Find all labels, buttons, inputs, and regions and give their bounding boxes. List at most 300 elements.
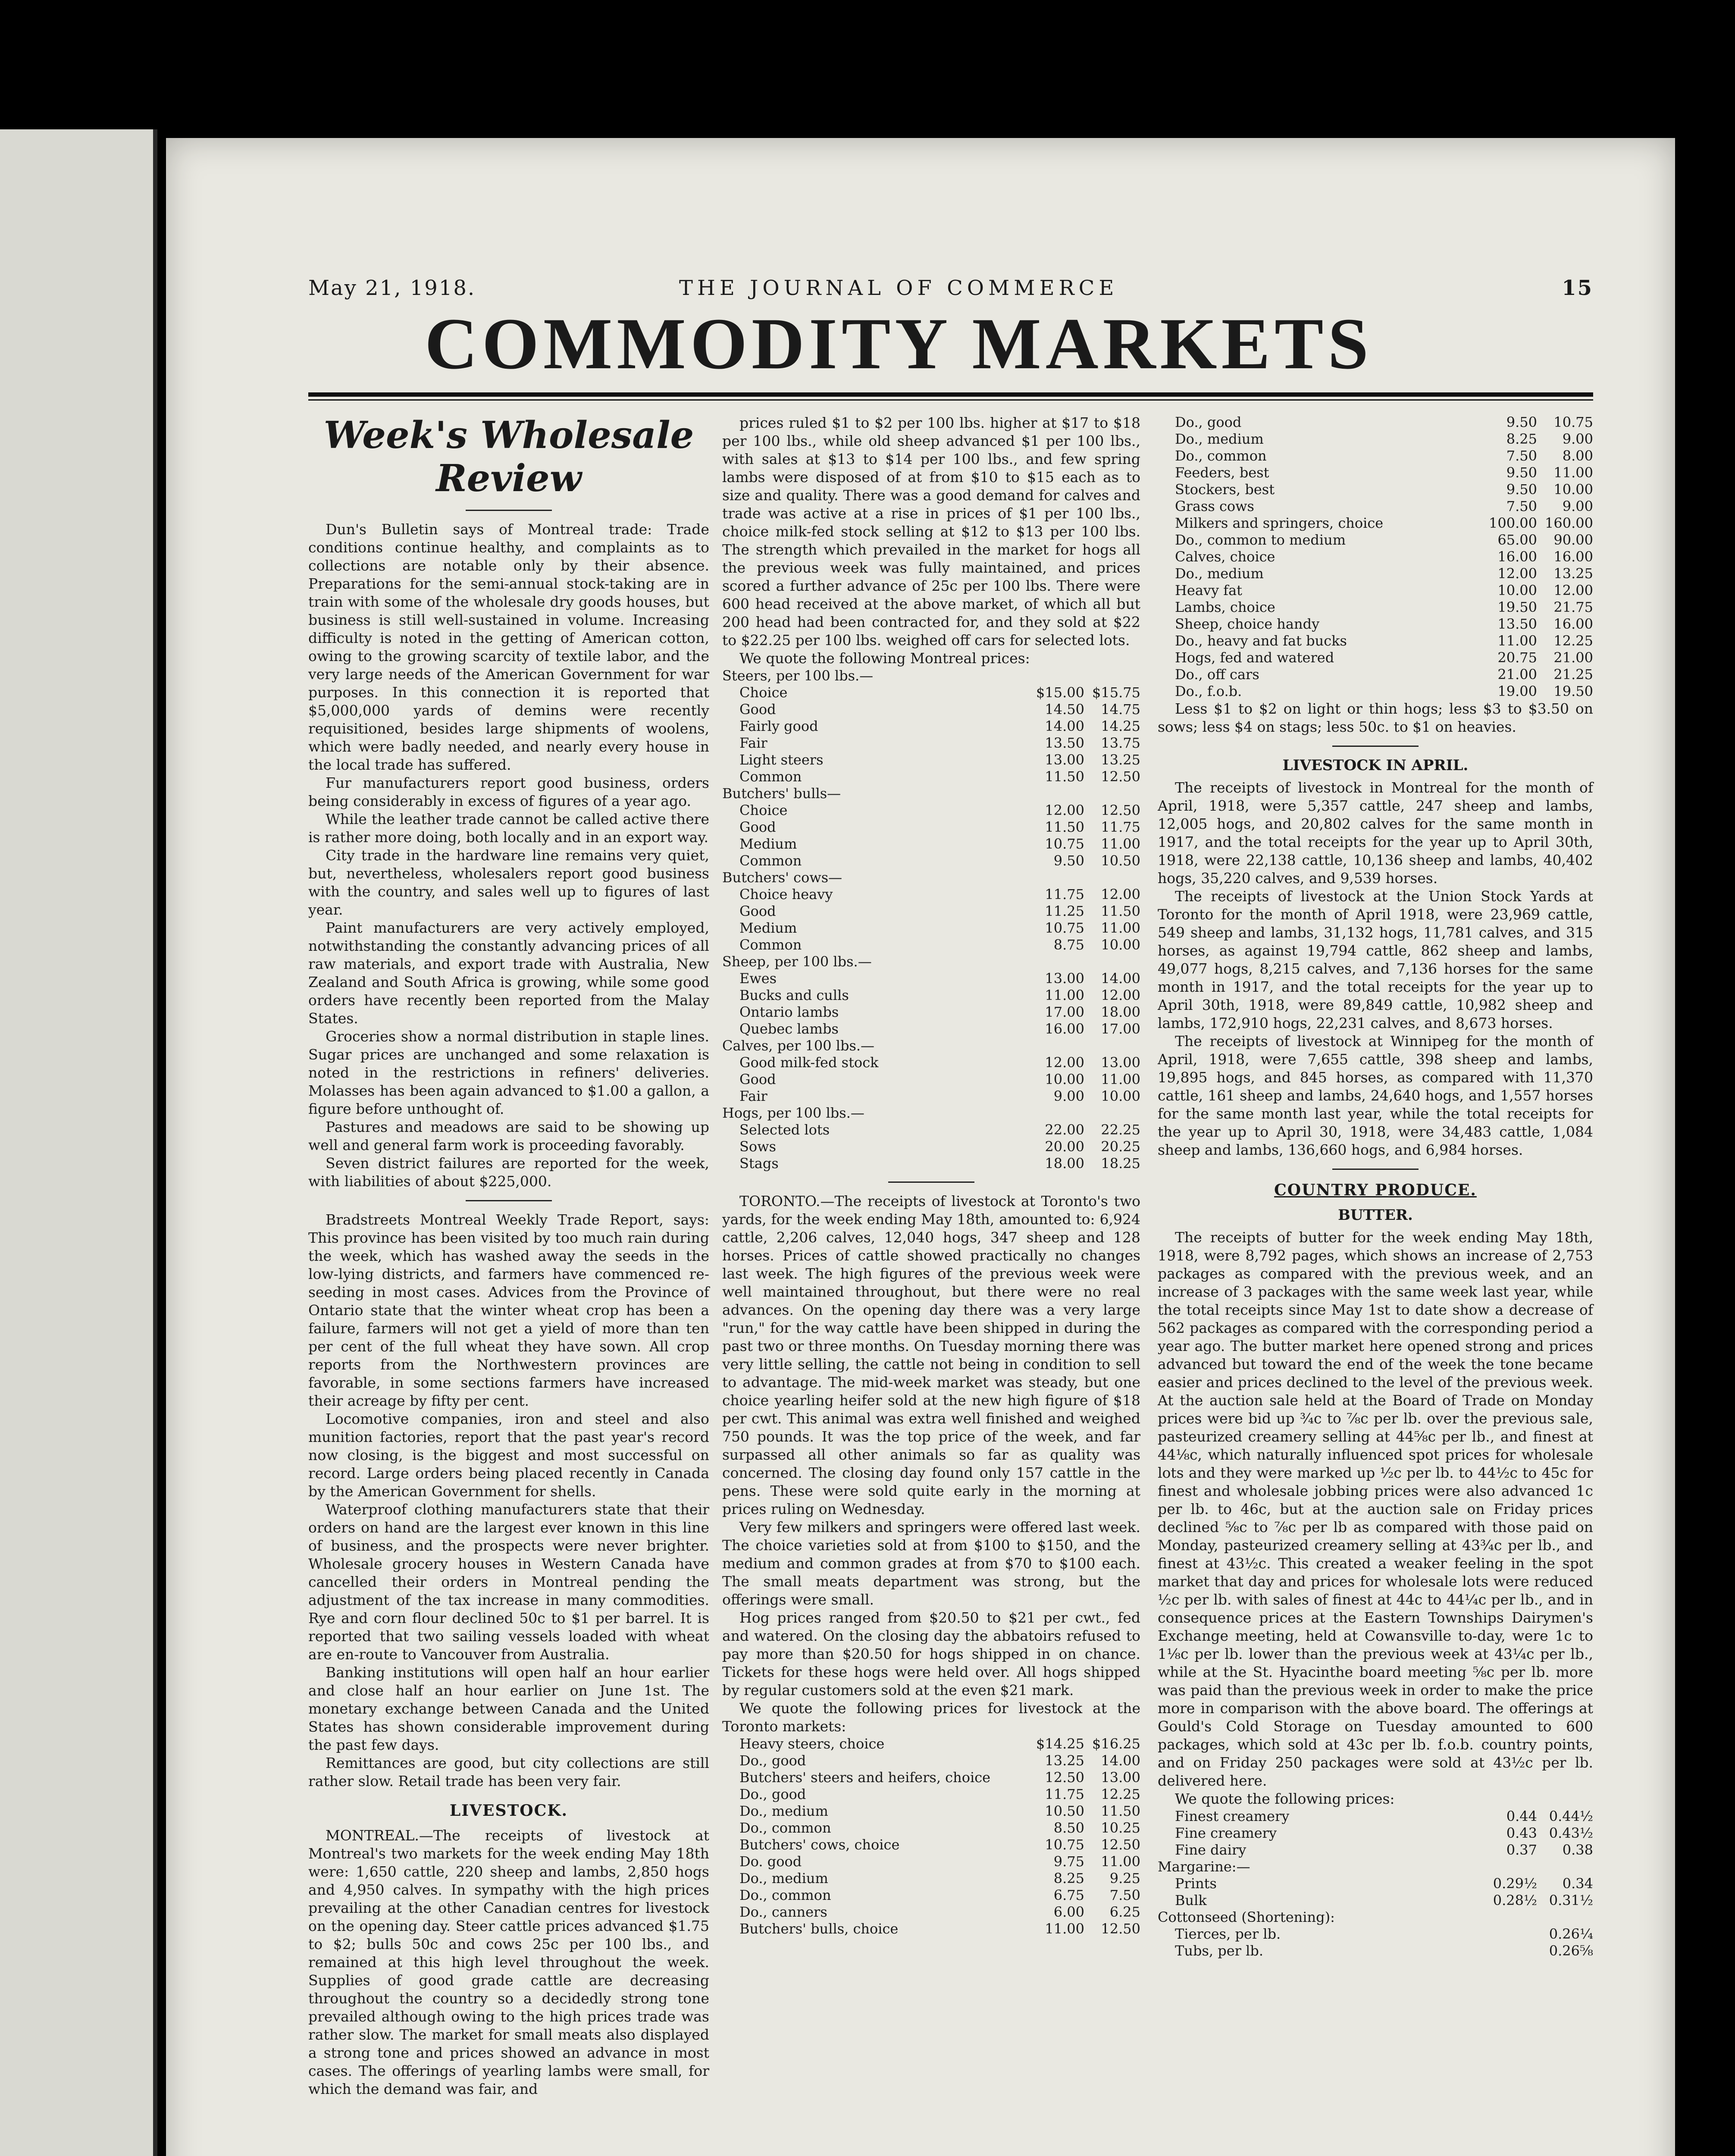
butter-heading: BUTTER. (1338, 1206, 1413, 1224)
row-label: Cottonseed (Shortening): (1158, 1909, 1335, 1925)
table-row (722, 1071, 1140, 1088)
row-label: Stockers, best (1175, 481, 1275, 498)
table-row (1158, 414, 1593, 431)
high-price: 16.00 (1553, 616, 1593, 632)
row-label: Bulk (1175, 1892, 1207, 1908)
table-row (722, 684, 1140, 701)
low-price: 9.50 (1506, 464, 1537, 481)
high-price: 0.26⅝ (1549, 1943, 1593, 1959)
paragraph: While the leather trade cannot be called active there is rather more doing, both locally and in an export way. (308, 811, 709, 846)
paragraph: We quote the following Montreal prices: (739, 650, 1030, 667)
high-price: 21.00 (1553, 649, 1593, 666)
table-row (722, 970, 1140, 987)
high-price: 14.75 (1101, 701, 1140, 718)
table-row (1158, 448, 1593, 464)
table-row (722, 667, 1140, 684)
high-price: 11.50 (1101, 1803, 1140, 1819)
high-price: 18.25 (1101, 1155, 1140, 1172)
low-price: 10.75 (1045, 836, 1084, 852)
high-price: 10.00 (1553, 481, 1593, 498)
table-row (722, 1122, 1140, 1138)
row-label: Butchers' cows, choice (739, 1836, 900, 1853)
low-price: 0.29½ (1493, 1875, 1537, 1892)
divider (466, 510, 552, 511)
high-price: 160.00 (1545, 515, 1593, 531)
table-row (1158, 431, 1593, 448)
table-row (722, 1105, 1140, 1122)
row-label: Choice heavy (739, 886, 833, 903)
toronto-prices-table-continued (1158, 414, 1593, 700)
high-price: 16.00 (1553, 548, 1593, 565)
row-label: Ontario lambs (739, 1004, 839, 1020)
low-price: 13.00 (1045, 970, 1084, 987)
low-price: 7.50 (1506, 498, 1537, 514)
paragraph: Waterproof clothing manufacturers state that their orders on hand are the largest ever known in this line of business, and the prospects were never brighter. Wholesale grocery houses in Western Canada have cancelled their orders in Montreal pending the adjustment of the tax increase in many commodities. Rye and corn flour declined 50c to $1 per barrel. It is reported that two sailing vessels loaded with wheat are en-route to Vancouver from Australia. (308, 1501, 709, 1663)
low-price: 11.00 (1045, 1921, 1084, 1937)
row-label: Do., heavy and fat bucks (1175, 633, 1347, 649)
paragraph: Very few milkers and springers were offered last week. The choice varieties sold at from $100 to $150, and the medium and common grades at from $70 to $100 each. The small meats department was strong, but the offerings were small. (722, 1519, 1140, 1608)
row-label: Grass cows (1175, 498, 1254, 514)
row-label: Hogs, per 100 lbs.— (722, 1105, 864, 1121)
column-1 (308, 414, 709, 2098)
paragraph: Seven district failures are reported for the week, with liabilities of about $225,000. (308, 1155, 709, 1190)
low-price: 16.00 (1497, 548, 1537, 565)
low-price: 0.28½ (1493, 1892, 1537, 1908)
montreal-prices-table (722, 667, 1140, 1172)
low-price: 14.50 (1045, 701, 1084, 718)
high-price: 10.00 (1101, 937, 1140, 953)
high-price: 6.25 (1109, 1904, 1140, 1920)
table-row (722, 987, 1140, 1004)
row-label: Good (739, 903, 776, 919)
table-row (722, 869, 1140, 886)
low-price: 18.00 (1045, 1155, 1084, 1172)
high-price: 12.50 (1101, 802, 1140, 818)
row-label: Common (739, 768, 802, 785)
row-label: Bucks and culls (739, 987, 849, 1003)
row-label: Calves, choice (1175, 548, 1275, 565)
table-row (722, 1836, 1140, 1853)
table-row (1158, 649, 1593, 666)
table-row (722, 785, 1140, 802)
low-price: 11.25 (1045, 903, 1084, 919)
table-row (1158, 1808, 1593, 1825)
table-row (1158, 582, 1593, 599)
paragraph: Banking institutions will open half an hour earlier and close half an hour earlier on June 1st. The monetary exchange between Canada and the United States has shown considerable improvement during the past few days. (308, 1664, 709, 1753)
low-price: 13.25 (1045, 1752, 1084, 1769)
low-price: 100.00 (1489, 515, 1537, 531)
livestock-april-heading: LIVESTOCK IN APRIL. (1282, 757, 1469, 774)
high-price: 14.00 (1101, 1752, 1140, 1769)
column-2 (722, 414, 1140, 1937)
high-price: 18.00 (1101, 1004, 1140, 1020)
toronto-prices-table (722, 1736, 1140, 1937)
paragraph: The receipts of livestock at Winnipeg for the month of April, 1918, were 7,655 cattle, 398 sheep and lambs, 19,895 hogs, and 845 horses, as compared with 11,370 cattle, 161 sheep and lambs, 24,640 hogs, and 1,557 horses for the same month last year, while the total receipts for the year up to April 30, 1918, were 34,483 cattle, 1,084 sheep and lambs, 136,660 hogs, and 6,984 horses. (1158, 1033, 1593, 1158)
row-label: Do., medium (1175, 431, 1264, 447)
high-price: 11.00 (1101, 920, 1140, 936)
table-row (1158, 616, 1593, 633)
low-price: 20.00 (1045, 1138, 1084, 1155)
row-label: Do., good (739, 1786, 806, 1802)
row-label: Choice (739, 802, 788, 818)
high-price (1084, 785, 1140, 802)
low-price: $15.00 (1036, 684, 1084, 701)
table-row (722, 802, 1140, 819)
low-price: 10.00 (1045, 1071, 1084, 1087)
table-row (722, 1004, 1140, 1021)
high-price: 12.00 (1101, 987, 1140, 1003)
table-row (722, 701, 1140, 718)
row-label: Do., medium (739, 1870, 828, 1887)
high-price: 13.00 (1101, 1054, 1140, 1071)
high-price: 21.75 (1553, 599, 1593, 615)
high-price: 13.00 (1101, 1769, 1140, 1786)
row-label: Good (739, 1071, 776, 1087)
low-price: $14.25 (1036, 1736, 1084, 1752)
low-price: 11.50 (1045, 819, 1084, 835)
high-price: 12.00 (1101, 886, 1140, 903)
row-label: Butchers' steers and heifers, choice (739, 1769, 991, 1786)
wholesale-review-heading: Week's Wholesale Review (323, 414, 694, 500)
high-price (1084, 1105, 1140, 1122)
high-price: 11.00 (1553, 464, 1593, 481)
high-price: 9.00 (1562, 431, 1593, 447)
newspaper-page (166, 138, 1675, 2156)
table-row (1158, 548, 1593, 565)
table-row (1158, 565, 1593, 582)
table-row (722, 920, 1140, 937)
high-price: 0.44½ (1549, 1808, 1593, 1824)
low-price: 22.00 (1045, 1122, 1084, 1138)
row-label: Finest creamery (1175, 1808, 1290, 1824)
adjacent-page-edge (0, 129, 157, 2156)
row-label: Do., canners (739, 1904, 827, 1920)
high-price: 14.00 (1101, 970, 1140, 987)
high-price (1537, 1909, 1593, 1926)
row-label: Common (739, 937, 802, 953)
paragraph: City trade in the hardware line remains very quiet, but, nevertheless, wholesalers report good business with the country, and sales well up to figures of last year. (308, 847, 709, 918)
high-price: 12.25 (1553, 633, 1593, 649)
low-price (1028, 869, 1084, 886)
high-price: 13.75 (1101, 735, 1140, 751)
table-row (1158, 683, 1593, 700)
column-3 (1158, 414, 1593, 1959)
paragraph: Dun's Bulletin says of Montreal trade: Trade conditions continue healthy, and complaints as to collections are notable only by their absence. Preparations for the semi-annual stock-taking are in train with some of the wholesale dry goods houses, but business is still well-sustained in volume. Increasing difficulty is noted in the getting of American cotton, owing to the growing scarcity of textile labor, and the very large needs of the American Government for war purposes. In this connection it is reported that $5,000,000 yards of demins were recently requisitioned, besides large shipments of woolens, which were badly needed, and nearly every house in the local trade has suffered. (308, 521, 709, 773)
row-label: Fine dairy (1175, 1842, 1246, 1858)
table-row (722, 1803, 1140, 1820)
table-row (722, 735, 1140, 752)
table-row (722, 819, 1140, 836)
low-price: 19.50 (1497, 599, 1537, 615)
paragraph: Locomotive companies, iron and steel and also munition factories, report that the past year's record now closing, is the biggest and most successful on record. Large orders being placed recently in Canada by the American Government for shells. (308, 1410, 709, 1500)
high-price: 0.43½ (1549, 1825, 1593, 1841)
table-row (722, 1155, 1140, 1172)
table-row (722, 852, 1140, 869)
high-price: 22.25 (1101, 1122, 1140, 1138)
table-row (1158, 464, 1593, 481)
table-row (722, 1853, 1140, 1870)
low-price: 8.25 (1053, 1870, 1084, 1887)
low-price: 8.50 (1053, 1820, 1084, 1836)
divider (466, 1200, 552, 1201)
row-label: Medium (739, 836, 797, 852)
high-price: 12.50 (1101, 768, 1140, 785)
row-label: Butchers' cows— (722, 869, 842, 886)
row-label: Do., f.o.b. (1175, 683, 1242, 699)
table-row (722, 1088, 1140, 1105)
row-label: Medium (739, 920, 797, 936)
table-row (722, 1921, 1140, 1937)
row-label: Do., common to medium (1175, 532, 1346, 548)
low-price: 9.50 (1506, 414, 1537, 430)
country-produce-heading: COUNTRY PRODUCE. (1274, 1181, 1477, 1199)
row-label: Do., good (739, 1752, 806, 1769)
high-price: 9.25 (1109, 1870, 1140, 1887)
table-row (1158, 1842, 1593, 1858)
high-price: $15.75 (1092, 684, 1140, 701)
paragraph: The receipts of livestock at the Union Stock Yards at Toronto for the month of April 1918, were 23,969 cattle, 549 sheep and lambs, 31,132 hogs, 11,781 calves, and 315 horses, as against 19,794 cattle, 862 sheep and lambs, 49,077 hogs, 8,215 calves, and 7,136 horses for the same month in 1917, and the total receipts for the year up to April 30th, 1918, were 89,849 cattle, 10,982 sheep and lambs, 172,910 hogs, 22,231 calves, and 8,673 horses. (1158, 888, 1593, 1031)
low-price: 9.00 (1053, 1088, 1084, 1104)
row-label: Steers, per 100 lbs.— (722, 667, 874, 684)
row-label: Do., off cars (1175, 666, 1259, 683)
table-row (722, 1054, 1140, 1071)
high-price (1084, 953, 1140, 970)
table-row (722, 1870, 1140, 1887)
livestock-heading: LIVESTOCK. (449, 1802, 568, 1820)
table-row (722, 718, 1140, 735)
low-price: 11.00 (1045, 987, 1084, 1003)
high-price: 13.25 (1553, 565, 1593, 582)
table-row (1158, 1892, 1593, 1909)
row-label: Fair (739, 1088, 767, 1104)
table-row (1158, 515, 1593, 532)
row-label: Milkers and springers, choice (1175, 515, 1384, 531)
row-label: Lambs, choice (1175, 599, 1275, 615)
low-price (1481, 1858, 1537, 1875)
paragraph: Groceries show a normal distribution in staple lines. Sugar prices are unchanged and some relaxation is noted in the restrictions in refiners' deliveries. Molasses has been again advanced to $1.00 a gallon, a figure before unthought of. (308, 1028, 709, 1117)
paragraph: Paint manufacturers are very actively employed, notwithstanding the constantly advancing prices of all raw materials, and export trade with Australia, New Zealand and South Africa is growing, while some good orders have recently been reported from the Malay States. (308, 919, 709, 1027)
divider (888, 1181, 974, 1183)
row-label: Hogs, fed and watered (1175, 649, 1334, 666)
table-row (1158, 1943, 1593, 1959)
high-price (1537, 1858, 1593, 1875)
table-row (1158, 481, 1593, 498)
high-price: 11.75 (1101, 819, 1140, 835)
divider (1332, 1169, 1419, 1170)
low-price: 12.00 (1045, 1054, 1084, 1071)
low-price: 10.00 (1497, 582, 1537, 599)
row-label: Butchers' bulls, choice (739, 1921, 899, 1937)
paragraph: Hog prices ranged from $20.50 to $21 per cwt., fed and watered. On the closing day the abbatoirs refused to pay more than $20.50 for hogs shipped in on chance. Tickets for these hogs were held over. All hogs shipped by regular customers sold at the even $21 mark. (722, 1609, 1140, 1698)
low-price: 12.00 (1497, 565, 1537, 582)
row-label: Fairly good (739, 718, 818, 734)
high-price: 7.50 (1109, 1887, 1140, 1903)
high-price: 11.00 (1101, 1853, 1140, 1870)
row-label: Light steers (739, 752, 824, 768)
low-price (1028, 1105, 1084, 1122)
high-price: 12.50 (1101, 1836, 1140, 1853)
row-label: Sheep, per 100 lbs.— (722, 953, 872, 970)
table-row (1158, 1875, 1593, 1892)
paragraph: We quote the following prices: (1175, 1790, 1395, 1807)
paragraph: prices ruled $1 to $2 per 100 lbs. higher at $17 to $18 per 100 lbs., while old sheep advanced $1 per 100 lbs., with sales at $13 to $14 per 100 lbs., and few spring lambs were disposed of at from $10 to $15 each as to size and quality. There was a good demand for calves and trade was active at a rise in prices of $1 per 100 lbs., choice milk-fed stock selling at $12 to $13 per 100 lbs. The strength which prevailed in the market for hogs all the previous week was fully maintained, and prices scored a further advance of 25c per 100 lbs. There were 600 head received at the above market, of which all but 200 head had been contracted for, and they sold at $22 to $22.25 per 100 lbs. weighed off cars for selected lots. (722, 414, 1140, 649)
row-label: Stags (739, 1155, 779, 1172)
high-price: 13.25 (1101, 752, 1140, 768)
row-label: Prints (1175, 1875, 1217, 1892)
low-price: 11.75 (1045, 886, 1084, 903)
high-price: 12.00 (1553, 582, 1593, 599)
paragraph: The receipts of butter for the week ending May 18th, 1918, were 8,792 pages, which shows an increase of 2,753 packages as compared with the previous week, and an increase of 3 packages with the same week last year, while the total receipts since May 1st to date show a decrease of 562 packages as compared with the corresponding period a year ago. The butter market here opened strong and prices advanced but toward the end of the week the tone became easier and prices declined to the level of the previous week. At the auction sale held at the Board of Trade on Monday prices were bid up ¾c to ⅞c per lb. over the previous sale, pasteurized creamery selling at 44⅝c per lb., and finest at 44⅛c, which naturally influenced spot prices for wholesale lots and they were marked up ½c per lb. to 44½c to 45c for finest and wholesale jobbing prices were also advanced 1c per lb. to 46c, but at the auction sale on Friday prices declined ⅝c to ⅞c per lb as compared with those paid on Monday, pasteurized creamery selling at 43¾c per lb., and finest at 43½c. This created a weaker feeling in the spot market that day and prices for wholesale lots were reduced ½c per lb. with sales of finest at 44c to 44¼c per lb., and in consequence prices at the Eastern Townships Dairymen's Exchange meeting, held at Cowansville to-day, were 1c to 1⅛c per lb. lower than the previous week at 43¼c per lb., while at the St. Hyacinthe board meeting ⅝c per lb. more was paid than the previous week in order to make the price more in comparison with the above board. The offerings at Gould's Cold Storage on Tuesday amounted to 600 packages, which sold at 43c per lb. f.o.b. country points, and on Friday 250 packages were sold at 43½c per lb. delivered here. (1158, 1229, 1593, 1789)
table-row (722, 937, 1140, 953)
divider (1332, 746, 1419, 747)
paragraph: The receipts of livestock in Montreal for the month of April, 1918, were 5,357 cattle, 247 sheep and lambs, 12,005 hogs, and 20,802 calves for the same month in 1917, and the total receipts for the year up to April 30th, 1918, were 22,138 cattle, 10,136 sheep and lambs, 40,402 hogs, 35,220 calves, and 9,539 horses. (1158, 779, 1593, 887)
row-label: Ewes (739, 970, 777, 987)
table-row (722, 768, 1140, 785)
low-price: 8.25 (1506, 431, 1537, 447)
row-label: Sheep, choice handy (1175, 616, 1320, 632)
low-price: 7.50 (1506, 448, 1537, 464)
section-title: COMMODITY MARKETS (425, 303, 1373, 384)
table-row (1158, 599, 1593, 616)
high-price: 0.38 (1562, 1842, 1593, 1858)
table-row (722, 1820, 1140, 1836)
paragraph: TORONTO.—The receipts of livestock at Toronto's two yards, for the week ending May 18th, amounted to: 6,924 cattle, 2,206 calves, 12,040 hogs, 347 sheep and 128 horses. Prices of cattle showed practically no changes last week. The high figures of the previous week were well maintained throughout, but there were no real advances. On the opening day there was a very large "run," for the way cattle have been shipped in during the past two or three months. On Tuesday morning there was very little selling, the cattle not being in condition to sell to advantage. The mid-week market was steady, but one choice yearling heifer sold at the new high figure of $18 per cwt. This animal was extra well finished and weighed 750 pounds. It was the top price of the week, and far surpassed all other animals so far as quality was concerned. The closing day found only 157 cattle in the pens. These were sold quite early in the morning at prices ruling on Wednesday. (722, 1193, 1140, 1517)
row-label: Do., common (739, 1887, 831, 1903)
row-label: Quebec lambs (739, 1021, 839, 1037)
low-price: 10.75 (1045, 920, 1084, 936)
table-row (722, 836, 1140, 852)
low-price: 21.00 (1497, 666, 1537, 683)
table-row (722, 1769, 1140, 1786)
row-label: Tubs, per lb. (1175, 1943, 1263, 1959)
row-label: Feeders, best (1175, 464, 1269, 481)
low-price (1028, 667, 1084, 684)
table-row (1158, 1926, 1593, 1943)
low-price: 0.37 (1506, 1842, 1537, 1858)
low-price: 13.50 (1497, 616, 1537, 632)
table-row (722, 886, 1140, 903)
table-row (1158, 1909, 1593, 1926)
low-price: 9.75 (1053, 1853, 1084, 1870)
high-price: 8.00 (1562, 448, 1593, 464)
low-price (1028, 953, 1084, 970)
low-price: 10.50 (1045, 1803, 1084, 1819)
row-label: Do., common (1175, 448, 1267, 464)
high-price: 21.25 (1553, 666, 1593, 683)
row-label: Do., good (1175, 414, 1242, 430)
low-price: 6.00 (1053, 1904, 1084, 1920)
table-row (722, 1786, 1140, 1803)
high-price: 11.50 (1101, 903, 1140, 919)
row-label: Choice (739, 684, 788, 701)
high-price: 0.31½ (1549, 1892, 1593, 1908)
journal-name: THE JOURNAL OF COMMERCE (679, 276, 1118, 300)
low-price: 10.75 (1045, 1836, 1084, 1853)
high-price: 17.00 (1101, 1021, 1140, 1037)
low-price: 0.44 (1506, 1808, 1537, 1824)
high-price (1084, 1037, 1140, 1054)
row-label: Common (739, 852, 802, 869)
paragraph: Pastures and meadows are said to be showing up well and general farm work is proceeding favorably. (308, 1119, 709, 1153)
high-price: 0.34 (1562, 1875, 1593, 1892)
table-row (1158, 1825, 1593, 1842)
table-row (722, 953, 1140, 970)
table-row (722, 1021, 1140, 1037)
row-label: Sows (739, 1138, 776, 1155)
high-price: 11.00 (1101, 1071, 1140, 1087)
high-price: $16.25 (1092, 1736, 1140, 1752)
table-row (722, 752, 1140, 768)
paragraph: We quote the following prices for livestock at the Toronto markets: (722, 1700, 1140, 1735)
high-price: 20.25 (1101, 1138, 1140, 1155)
title-rule (308, 392, 1593, 397)
low-price: 65.00 (1497, 532, 1537, 548)
row-label: Do., medium (1175, 565, 1264, 582)
low-price (1028, 1037, 1084, 1054)
table-row (722, 1752, 1140, 1769)
table-row (722, 1887, 1140, 1904)
low-price: 9.50 (1506, 481, 1537, 498)
paragraph: Fur manufacturers report good business, orders being considerably in excess of figures of a year ago. (308, 774, 709, 809)
table-row (1158, 498, 1593, 515)
low-price (1028, 785, 1084, 802)
table-row (722, 1037, 1140, 1054)
table-row (1158, 633, 1593, 649)
low-price: 19.00 (1497, 683, 1537, 699)
issue-date: May 21, 1918. (308, 276, 476, 300)
high-price: 10.00 (1101, 1088, 1140, 1104)
low-price: 12.00 (1045, 802, 1084, 818)
low-price (1481, 1926, 1537, 1943)
row-label: Margarine:— (1158, 1858, 1250, 1875)
low-price: 12.50 (1045, 1769, 1084, 1786)
low-price (1481, 1909, 1537, 1926)
low-price: 9.50 (1053, 852, 1084, 869)
page-number: 15 (1562, 276, 1593, 300)
table-row (722, 1736, 1140, 1752)
table-row (722, 1904, 1140, 1921)
high-price: 0.26¼ (1549, 1926, 1593, 1942)
paragraph: Bradstreets Montreal Weekly Trade Report, says: This province has been visited by too much rain during the week, which has washed away the seeds in the low-lying districts, and farmers have commenced re-seeding in most cases. Advices from the Province of Ontario state that the winter wheat crop has been a failure, farmers will not get a yield of more than ten per cent of the full wheat they have sown. All crop reports from the Northwestern provinces are favorable, in some sections farmers have increased their acreage by fifty per cent. (308, 1211, 709, 1409)
paragraph: MONTREAL.—The receipts of livestock at Montreal's two markets for the week ending May 18th were: 1,650 cattle, 220 sheep and lambs, 2,850 hogs and 4,950 calves. In sympathy with the high prices prevailing at the other Canadian centres for livestock on the opening day. Steer cattle prices advanced $1.75 to $2; bulls 50c and cows 25c per 100 lbs., and remained at this high level throughout the week. Supplies of good grade cattle are decreasing throughout the country so a decidedly strong tone prevailed although owing to the high prices trade was rather slow. The market for small meats also displayed a strong tone and prices showed an advance in most cases. The offerings of yearling lambs were small, for which the demand was fair, and (308, 1827, 709, 2097)
row-label: Good milk-fed stock (739, 1054, 879, 1071)
high-price: 10.75 (1553, 414, 1593, 430)
high-price: 9.00 (1562, 498, 1593, 514)
row-label: Good (739, 701, 776, 718)
low-price: 11.50 (1045, 768, 1084, 785)
low-price: 17.00 (1045, 1004, 1084, 1020)
low-price: 11.00 (1497, 633, 1537, 649)
row-label: Heavy fat (1175, 582, 1243, 599)
high-price: 14.25 (1101, 718, 1140, 734)
high-price (1084, 869, 1140, 886)
table-row (1158, 532, 1593, 548)
high-price: 90.00 (1553, 532, 1593, 548)
row-label: Do. good (739, 1853, 802, 1870)
title-rule-thin (308, 399, 1593, 401)
row-label: Fine creamery (1175, 1825, 1277, 1841)
low-price (1481, 1943, 1537, 1959)
row-label: Fair (739, 735, 767, 751)
row-label: Do., medium (739, 1803, 828, 1819)
row-label: Good (739, 819, 776, 835)
high-price: 10.50 (1101, 852, 1140, 869)
butter-prices-table (1158, 1808, 1593, 1959)
paragraph: Less $1 to $2 on light or thin hogs; less $3 to $3.50 on sows; less $4 on stags; less 50c. to $1 on heavies. (1158, 700, 1593, 735)
row-label: Tierces, per lb. (1175, 1926, 1281, 1942)
table-row (722, 903, 1140, 920)
low-price: 6.75 (1053, 1887, 1084, 1903)
